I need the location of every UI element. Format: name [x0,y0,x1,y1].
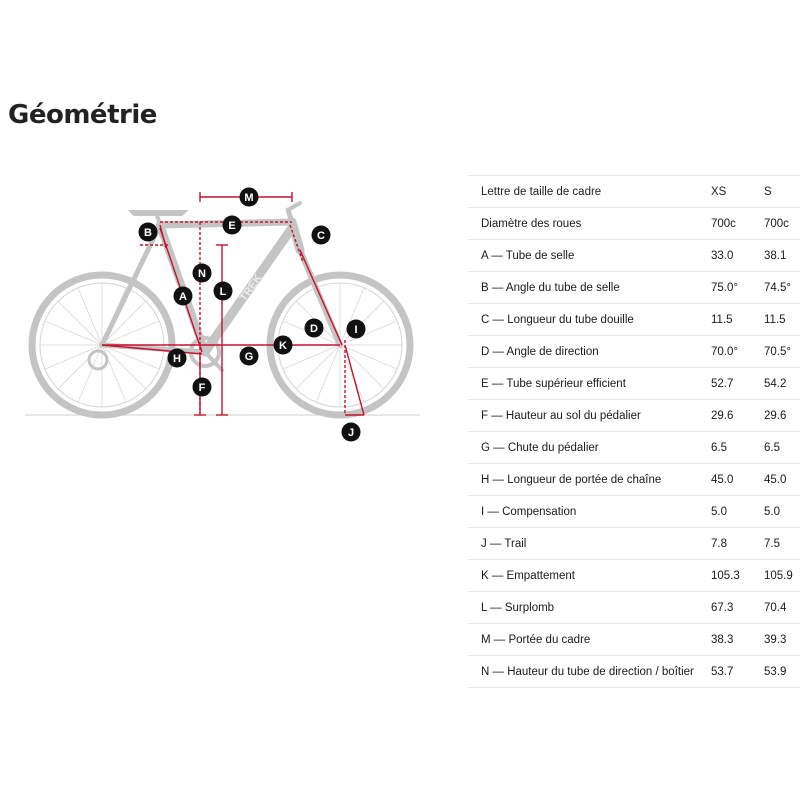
row-label: H — Longueur de portée de chaîne [468,464,711,496]
svg-text:L: L [219,286,227,298]
page-title: Géométrie [8,100,157,130]
table-row [468,560,800,592]
table-row [468,464,800,496]
svg-text:A: A [179,291,187,303]
table-row [468,304,800,336]
svg-text:K: K [279,340,287,352]
row-value-xs: 45.0 [711,464,764,496]
svg-text:D: D [310,323,318,335]
table-row [468,272,800,304]
svg-text:C: C [317,230,325,242]
row-value-s: 105.9 [764,560,800,592]
table-row [468,336,800,368]
badge-b [139,223,158,242]
badge-g [240,347,259,366]
row-value-xs: 700c [711,208,764,240]
brand-logo: TREK [237,272,265,304]
row-label: M — Portée du cadre [468,624,711,656]
header-size-xs: XS [711,176,764,208]
row-label: B — Angle du tube de selle [468,272,711,304]
badge-c [312,226,331,245]
geometry-table [468,175,800,688]
row-label: Diamètre des roues [468,208,711,240]
row-value-s: 7.5 [764,528,800,560]
row-value-s: 39.3 [764,624,800,656]
row-value-s: 45.0 [764,464,800,496]
header-size-s: S [764,176,800,208]
table-row [468,208,800,240]
table-header-row [468,176,800,208]
row-value-s: 700c [764,208,800,240]
row-value-s: 6.5 [764,432,800,464]
table-row [468,656,800,688]
bike-silhouette [32,203,410,415]
svg-text:N: N [198,268,206,280]
badge-k [274,336,293,355]
badge-h [168,349,187,368]
svg-text:G: G [244,351,254,363]
row-label: N — Hauteur du tube de direction / boîtier [468,656,711,688]
table-row [468,496,800,528]
row-value-s: 5.0 [764,496,800,528]
badge-j [342,423,361,442]
row-label: G — Chute du pédalier [468,432,711,464]
table-row [468,592,800,624]
svg-text:H: H [173,353,181,365]
row-value-xs: 105.3 [711,560,764,592]
row-label: E — Tube supérieur efficient [468,368,711,400]
svg-text:I: I [354,324,358,336]
row-value-xs: 29.6 [711,400,764,432]
row-value-s: 11.5 [764,304,800,336]
row-value-s: 70.4 [764,592,800,624]
row-value-xs: 11.5 [711,304,764,336]
badge-e [223,216,242,235]
row-value-xs: 53.7 [711,656,764,688]
row-value-s: 54.2 [764,368,800,400]
row-value-s: 53.9 [764,656,800,688]
row-value-xs: 75.0° [711,272,764,304]
badge-f [193,378,212,397]
row-label: I — Compensation [468,496,711,528]
table-row [468,400,800,432]
table-row [468,528,800,560]
row-value-xs: 70.0° [711,336,764,368]
svg-text:F: F [198,382,206,394]
badge-a [174,287,193,306]
badge-d [305,319,324,338]
table-row [468,240,800,272]
row-value-s: 74.5° [764,272,800,304]
row-label: C — Longueur du tube douille [468,304,711,336]
row-label: F — Hauteur au sol du pédalier [468,400,711,432]
svg-text:B: B [144,227,152,239]
svg-text:E: E [228,220,236,232]
svg-text:J: J [347,427,355,439]
row-label: A — Tube de selle [468,240,711,272]
row-value-xs: 38.3 [711,624,764,656]
bike-geometry-diagram [0,160,460,460]
row-value-xs: 33.0 [711,240,764,272]
row-label: K — Empattement [468,560,711,592]
table-row [468,368,800,400]
row-value-xs: 6.5 [711,432,764,464]
badge-m [240,188,259,207]
row-value-s: 29.6 [764,400,800,432]
table-row [468,432,800,464]
header-label: Lettre de taille de cadre [468,176,711,208]
row-label: L — Surplomb [468,592,711,624]
svg-text:M: M [244,192,254,204]
table-row [468,624,800,656]
row-value-s: 70.5° [764,336,800,368]
badge-n [193,264,212,283]
badge-l [214,282,233,301]
row-value-xs: 67.3 [711,592,764,624]
row-label: J — Trail [468,528,711,560]
row-value-xs: 5.0 [711,496,764,528]
row-value-s: 38.1 [764,240,800,272]
row-label: D — Angle de direction [468,336,711,368]
row-value-xs: 52.7 [711,368,764,400]
badge-i [347,320,366,339]
row-value-xs: 7.8 [711,528,764,560]
